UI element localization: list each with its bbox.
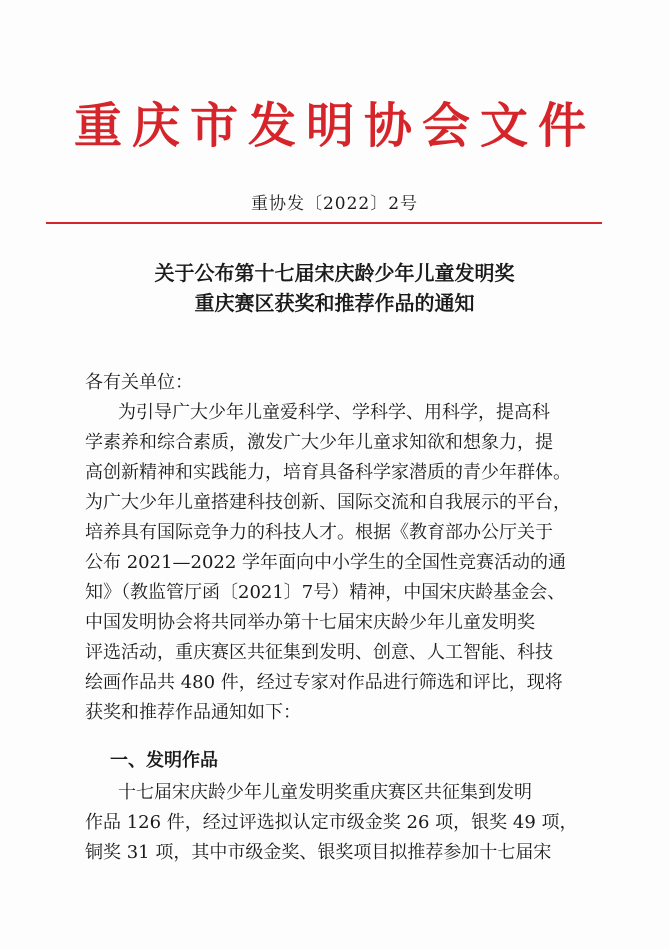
paragraph1-line: 高创新精神和实践能力，培育具备科学家潜质的青少年群体。 — [85, 462, 571, 483]
paragraph1-line: 为广大少年儿童搭建科技创新、国际交流和自我展示的平台， — [85, 492, 571, 513]
red-divider-line — [46, 222, 602, 224]
masthead-title: 重庆市发明协会文件 — [73, 98, 596, 154]
paragraph1-line: 公布 2021—2022 学年面向中小学生的全国性竞赛活动的通 — [85, 552, 567, 573]
document-number: 重协发〔2022〕2号 — [250, 194, 419, 214]
section-heading-inventions: 一、发明作品 — [110, 750, 218, 771]
paragraph1-line: 为引导广大少年儿童爱科学、学科学、用科学，提高科 — [118, 402, 550, 423]
paragraph1-line: 知》（教监管厅函〔2021〕7号）精神，中国宋庆龄基金会、 — [85, 582, 566, 603]
paragraph1-line: 中国发明协会将共同举办第十七届宋庆龄少年儿童发明奖 — [85, 612, 535, 633]
paragraph2-line: 十七届宋庆龄少年儿童发明奖重庆赛区共征集到发明 — [118, 782, 532, 803]
salutation: 各有关单位： — [85, 372, 193, 393]
paragraph1-line: 培养具有国际竞争力的科技人才。根据《教育部办公厅关于 — [85, 522, 553, 543]
document-title — [0, 258, 669, 318]
title-line-1: 关于公布第十七届宋庆龄少年儿童发明奖 — [154, 261, 515, 285]
paragraph2-line: 铜奖 31 项，其中市级金奖、银奖项目拟推荐参加十七届宋 — [85, 842, 552, 863]
paragraph1-line: 获奖和推荐作品通知如下： — [85, 702, 301, 723]
paragraph1-line: 绘画作品共 480 件，经过专家对作品进行筛选和评比，现将 — [85, 672, 563, 693]
paragraph1-line: 评选活动，重庆赛区共征集到发明、创意、人工智能、科技 — [85, 642, 553, 663]
title-line-2: 重庆赛区获奖和推荐作品的通知 — [194, 291, 475, 315]
paragraph2-line: 作品 126 件，经过评选拟认定市级金奖 26 项，银奖 49 项， — [85, 812, 578, 833]
paragraph1-line: 学素养和综合素质，激发广大少年儿童求知欲和想象力，提 — [85, 432, 553, 453]
